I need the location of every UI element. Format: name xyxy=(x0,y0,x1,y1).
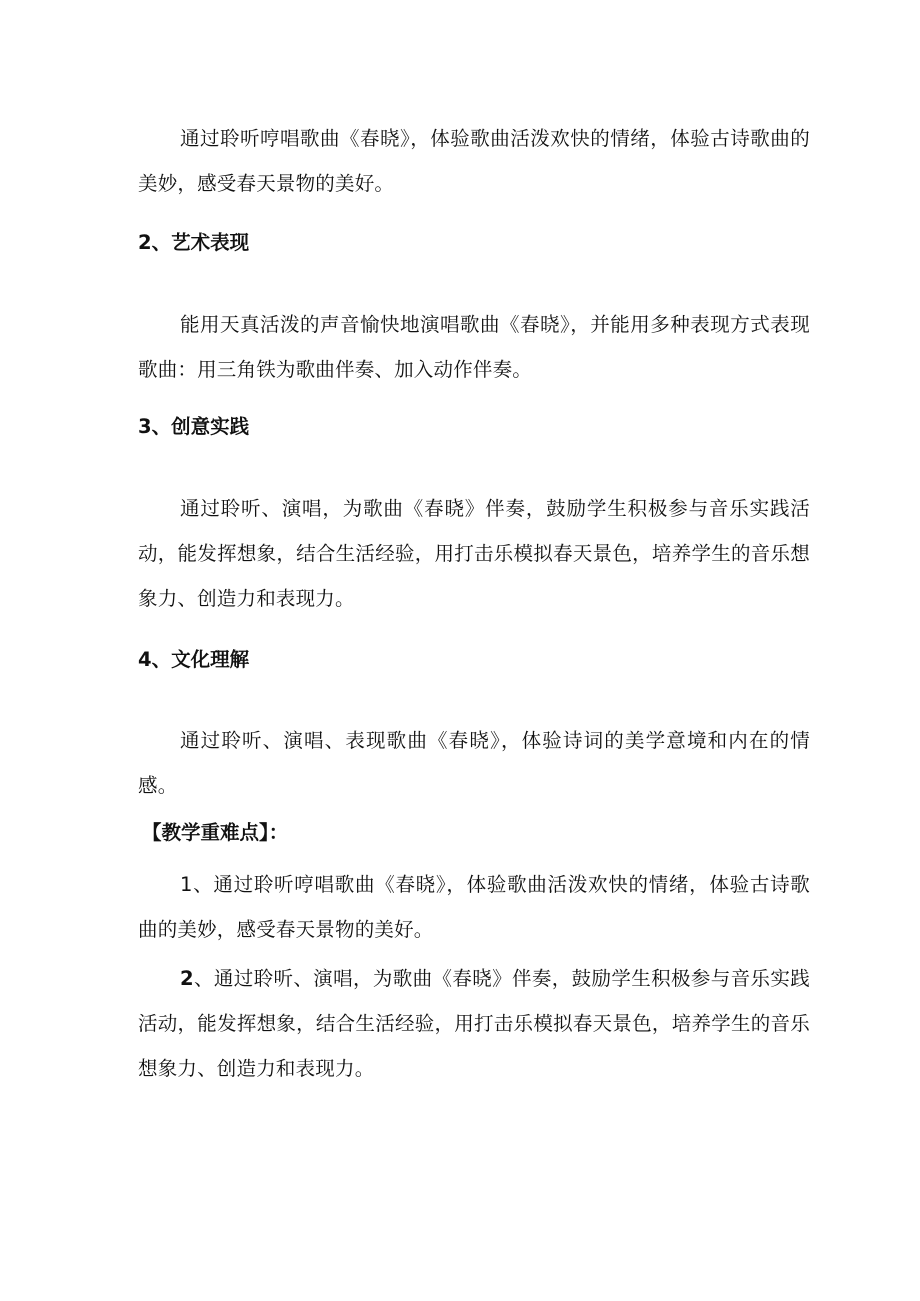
paragraph-creative-practice: 通过聆听、演唱，为歌曲《春晓》伴奏，鼓励学生积极参与音乐实践活动，能发挥想象，结合生活经验，用打击乐模拟春天景色，培养学生的音乐想象力、创造力和表现力。 xyxy=(138,497,810,610)
heading-creative-practice: 3、创意实践 xyxy=(138,415,250,438)
key-point-item-2 xyxy=(138,956,810,1091)
paragraph-artistic-expression: 能用天真活泼的声音愉快地演唱歌曲《春晓》，并能用多种表现方式表现歌曲：用三角铁为歌曲伴奏、加入动作伴奏。 xyxy=(138,313,810,381)
heading-artistic-expression: 2、艺术表现 xyxy=(138,231,250,254)
heading-cultural-understanding: 4、文化理解 xyxy=(138,648,250,671)
key-point-item-1: 1、通过聆听哼唱歌曲《春晓》，体验歌曲活泼欢快的情绪，体验古诗歌曲的美妙，感受春天景物的美好。 xyxy=(138,873,810,941)
paragraph-cultural-understanding: 通过聆听、演唱、表现歌曲《春晓》，体验诗词的美学意境和内在的情感。 xyxy=(138,729,810,797)
paragraph-appreciation: 通过聆听哼唱歌曲《春晓》，体验歌曲活泼欢快的情绪，体验古诗歌曲的美妙，感受春天景物的美好。 xyxy=(138,127,810,195)
heading-key-points: 【教学重难点】： xyxy=(142,821,289,844)
key-point-item-2-text: 、通过聆听、演唱，为歌曲《春晓》伴奏，鼓励学生积极参与音乐实践活动，能发挥想象，结合生活经验，用打击乐模拟春天景色，培养学生的音乐想象力、创造力和表现力。 xyxy=(138,967,810,1080)
key-point-item-2-number: 2 xyxy=(180,967,194,990)
